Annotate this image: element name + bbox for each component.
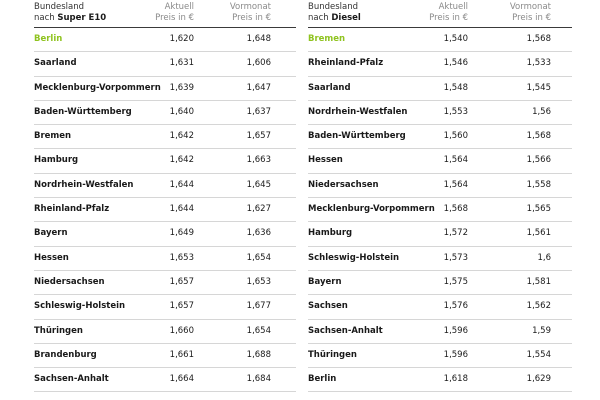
table-row [308,125,572,149]
previous-price: 1,566 [526,155,551,166]
previous-price: 1,647 [246,82,271,93]
current-price: 1,564 [443,155,468,166]
state-name: Rheinland-Pfalz [308,58,384,69]
state-name: Bayern [308,276,342,287]
table-row [34,149,296,173]
state-name: Thüringen [308,349,357,360]
previous-price: 1,554 [526,349,551,360]
previous-price: 1,636 [246,228,271,239]
super-e10-table [34,0,296,392]
table-row [308,77,572,101]
current-header-line1: Aktuell [438,2,468,12]
previous-price: 1,606 [246,58,271,69]
current-price: 1,560 [443,131,468,142]
header-label-prefix: nach [308,13,329,23]
current-price: 1,644 [169,179,194,190]
table-row [34,28,296,52]
state-name: Bayern [34,228,68,239]
current-price: 1,657 [169,301,194,312]
current-price: 1,642 [169,131,194,142]
previous-price: 1,645 [246,179,271,190]
table-row [308,368,572,392]
table-row [308,344,572,368]
state-name: Thüringen [34,325,83,336]
current-price: 1,548 [443,82,468,93]
state-name: Sachsen-Anhalt [308,325,383,336]
previous-price: 1,568 [526,34,551,44]
table-row [308,174,572,198]
previous-price: 1,627 [246,204,271,215]
current-price: 1,596 [443,325,468,336]
current-price: 1,639 [169,82,194,93]
state-name: Baden-Württemberg [34,106,132,117]
current-price: 1,576 [443,301,468,312]
previous-header-line2: Preis in € [232,13,271,23]
previous-price: 1,648 [246,34,271,44]
previous-price: 1,654 [246,252,271,263]
current-price: 1,644 [169,204,194,215]
fuel-type-label: Super E10 [57,13,107,23]
current-price: 1,642 [169,155,194,166]
previous-price-header [211,2,271,24]
diesel-table [308,0,572,392]
current-price: 1,572 [443,228,468,239]
previous-price: 1,653 [246,276,271,287]
current-price: 1,653 [169,252,194,263]
previous-price: 1,558 [526,179,551,190]
current-price: 1,631 [169,58,194,69]
table-body [308,28,572,392]
current-price: 1,620 [169,34,194,44]
state-name: Sachsen-Anhalt [34,374,109,385]
table-row [34,125,296,149]
table-row [308,222,572,246]
previous-price: 1,629 [526,374,551,385]
previous-price: 1,6 [537,252,551,263]
current-price: 1,618 [443,374,468,385]
table-row [34,222,296,246]
previous-price: 1,657 [246,131,271,142]
table-row [308,295,572,319]
current-price: 1,649 [169,228,194,239]
fuel-type-label: Diesel [331,13,361,23]
previous-price: 1,59 [532,325,551,336]
current-header-line2: Preis in € [155,13,194,23]
current-price: 1,540 [443,34,468,44]
state-name: Nordrhein-Westfalen [308,106,408,117]
state-name: Hamburg [34,155,79,166]
current-price-header [408,2,468,24]
previous-price: 1,654 [246,325,271,336]
state-name: Hessen [34,252,69,263]
previous-price: 1,663 [246,155,271,166]
previous-price: 1,637 [246,106,271,117]
previous-header-line2: Preis in € [512,13,551,23]
table-body [34,28,296,392]
state-name: Baden-Württemberg [308,131,406,142]
previous-price: 1,533 [526,58,551,69]
table-row [308,28,572,52]
state-name: Schleswig-Holstein [34,301,126,312]
previous-price: 1,688 [246,349,271,360]
state-name: Hamburg [308,228,353,239]
previous-price: 1,677 [246,301,271,312]
previous-price: 1,545 [526,82,551,93]
state-name: Schleswig-Holstein [308,252,400,263]
table-row [34,295,296,319]
state-name: Niedersachsen [34,276,105,287]
header-label-line1: Bundesland [308,2,359,12]
table-row [34,320,296,344]
state-name: Niedersachsen [308,179,379,190]
current-price: 1,657 [169,276,194,287]
state-name: Mecklenburg-Vorpommern [34,82,161,93]
table-row [308,320,572,344]
state-name: Brandenburg [34,349,97,360]
current-price: 1,568 [443,204,468,215]
table-row [308,149,572,173]
table-row [308,101,572,125]
previous-header-line1: Vormonat [509,2,551,12]
table-row [308,52,572,76]
table-header [34,0,296,28]
table-row [34,101,296,125]
state-name: Saarland [308,82,351,93]
previous-price: 1,561 [526,228,551,239]
state-name: Rheinland-Pfalz [34,204,110,215]
state-column-header [308,2,361,24]
previous-price: 1,565 [526,204,551,215]
previous-header-line1: Vormonat [229,2,271,12]
current-price: 1,660 [169,325,194,336]
state-column-header [34,2,106,24]
state-name: Berlin [34,34,63,44]
previous-price: 1,684 [246,374,271,385]
current-price: 1,575 [443,276,468,287]
current-header-line1: Aktuell [164,2,194,12]
current-header-line2: Preis in € [429,13,468,23]
state-name: Nordrhein-Westfalen [34,179,134,190]
current-price: 1,640 [169,106,194,117]
previous-price: 1,562 [526,301,551,312]
state-name: Bremen [34,131,72,142]
current-price: 1,664 [169,374,194,385]
previous-price: 1,56 [532,106,551,117]
current-price: 1,596 [443,349,468,360]
previous-price: 1,568 [526,131,551,142]
table-row [34,174,296,198]
state-name: Saarland [34,58,77,69]
header-label-line1: Bundesland [34,2,85,12]
header-label-prefix: nach [34,13,55,23]
current-price: 1,661 [169,349,194,360]
state-name: Berlin [308,374,337,385]
table-row [308,271,572,295]
table-row [34,344,296,368]
state-name: Bremen [308,34,346,44]
current-price: 1,553 [443,106,468,117]
table-header [308,0,572,28]
table-row [308,247,572,271]
table-row [34,247,296,271]
current-price: 1,564 [443,179,468,190]
table-row [34,271,296,295]
current-price: 1,573 [443,252,468,263]
previous-price-header [491,2,551,24]
table-row [308,198,572,222]
state-name: Mecklenburg-Vorpommern [308,204,435,215]
current-price-header [134,2,194,24]
table-row [34,368,296,392]
state-name: Hessen [308,155,343,166]
table-row [34,198,296,222]
previous-price: 1,581 [526,276,551,287]
table-row [34,77,296,101]
current-price: 1,546 [443,58,468,69]
table-row [34,52,296,76]
state-name: Sachsen [308,301,348,312]
